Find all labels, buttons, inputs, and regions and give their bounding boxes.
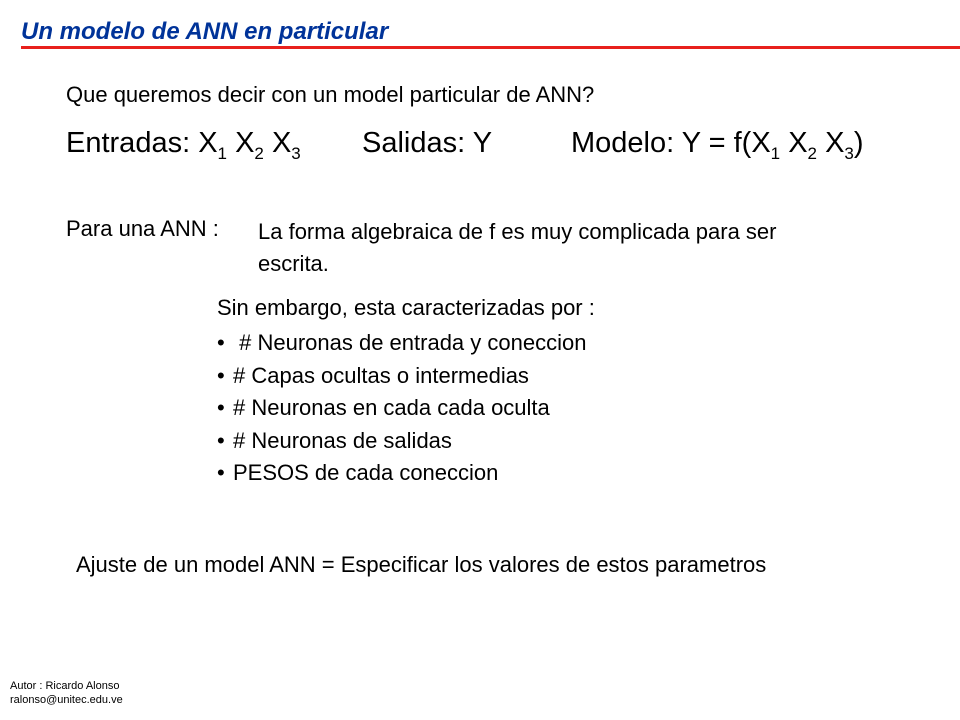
bullet-icon: •	[217, 395, 225, 420]
list-item: • # Capas ocultas o intermedias	[217, 360, 586, 393]
inputs-label: Entradas:	[66, 127, 191, 159]
characteristics-list	[217, 327, 586, 490]
footer-email: ralonso@unitec.edu.ve	[10, 694, 123, 706]
ann-description-line2: escrita.	[258, 251, 329, 276]
outputs-formula	[362, 126, 492, 161]
model-formula	[571, 126, 864, 161]
title-underline-rule	[21, 46, 960, 49]
footer-author: Autor : Ricardo Alonso	[10, 680, 120, 692]
question-text: Que queremos decir con un model particular de ANN?	[66, 82, 595, 107]
model-x3: $X_3$	[825, 127, 854, 163]
bullet-icon: •	[217, 330, 225, 355]
input-x2: $X_2$	[235, 127, 264, 163]
characteristics-intro: Sin embargo, esta caracterizadas por :	[217, 295, 595, 320]
slide-title: Un modelo de ANN en particular	[21, 18, 389, 45]
footer-author-info	[10, 679, 123, 707]
bullet-icon: •	[217, 460, 225, 485]
input-x3: $X_3$	[271, 127, 301, 163]
ann-description-line1: La forma algebraica de f es muy complicada para ser	[258, 219, 777, 244]
ann-label: Para una ANN :	[66, 216, 219, 241]
model-lhs: Y = f(	[681, 127, 752, 159]
inputs-formula	[66, 126, 301, 161]
model-label: Modelo:	[571, 127, 675, 159]
ann-description	[258, 216, 918, 280]
output-y: Y	[472, 127, 493, 159]
list-item: • # Neuronas de salidas	[217, 425, 586, 458]
model-close-paren: )	[853, 127, 864, 159]
input-x1: $X_1$	[198, 127, 228, 163]
outputs-label: Salidas:	[362, 127, 466, 159]
bullet-icon: •	[217, 362, 225, 388]
list-item: • # Neuronas de entrada y coneccion	[217, 327, 586, 360]
bullet-icon: •	[217, 427, 225, 453]
conclusion-text: Ajuste de un model ANN = Especificar los valores de estos parametros	[76, 552, 767, 577]
model-x1: $X_1$	[751, 127, 781, 163]
list-item: • # Neuronas en cada cada oculta	[217, 392, 586, 425]
model-x2: $X_2$	[788, 127, 817, 163]
list-item: • PESOS de cada coneccion	[217, 457, 586, 490]
